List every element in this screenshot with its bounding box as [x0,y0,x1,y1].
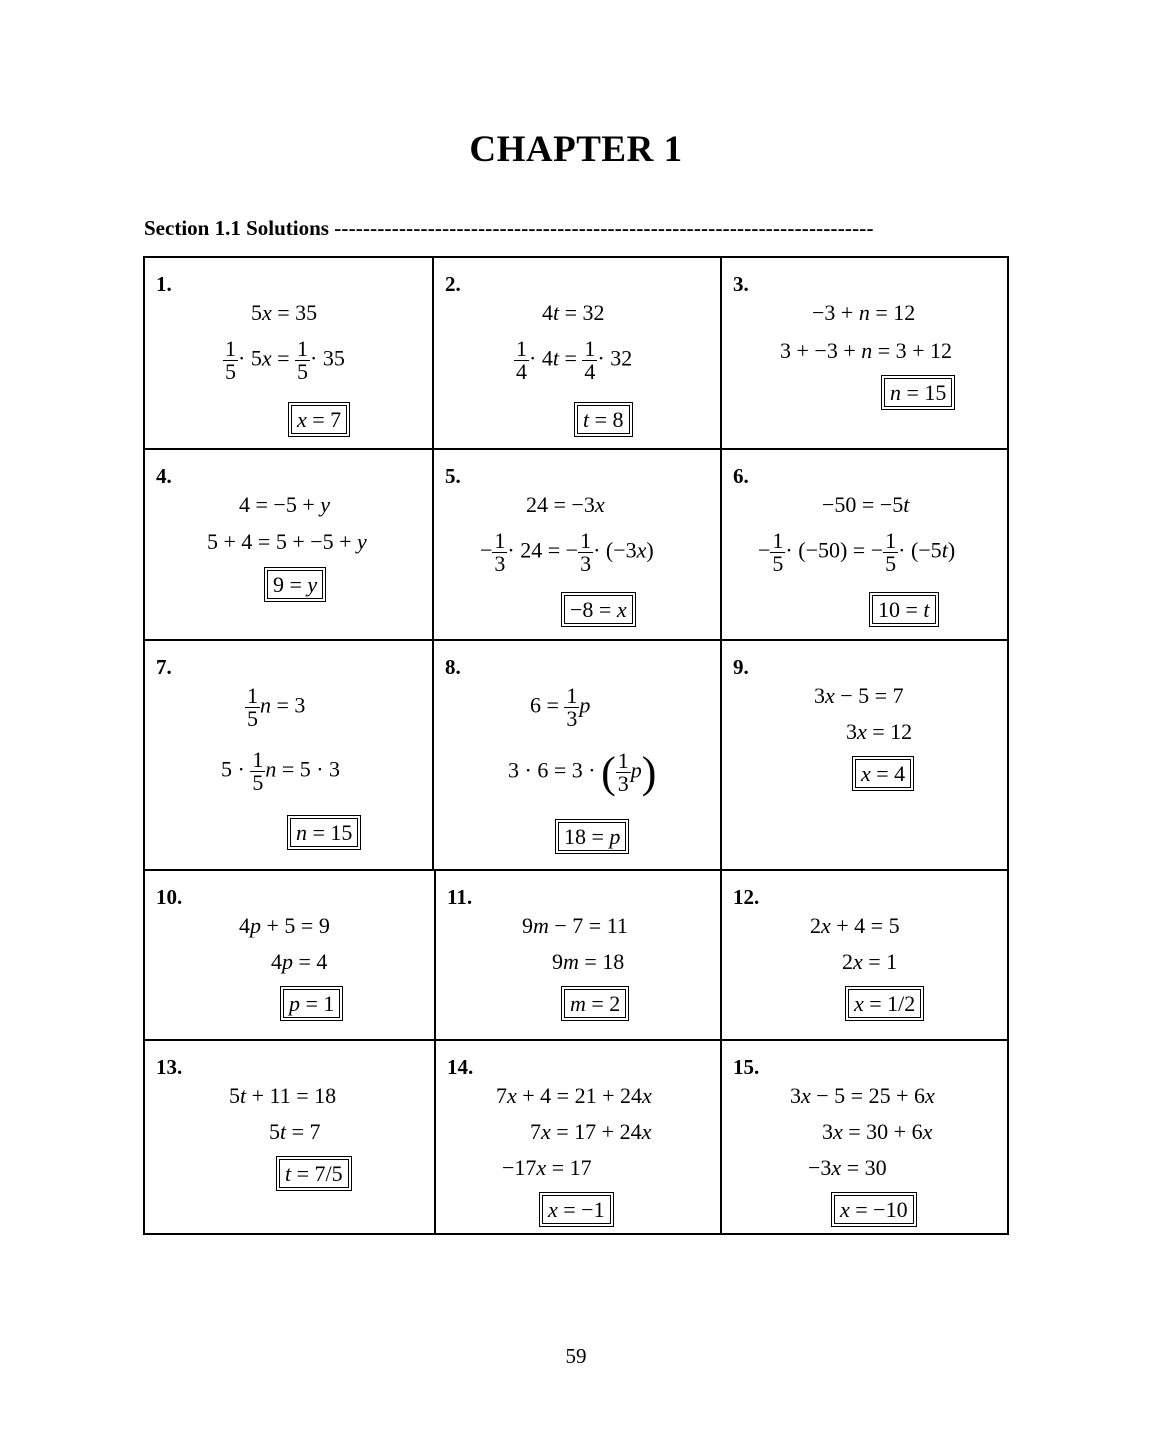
problem-cell-15 [720,1041,1011,1235]
equation-line: 4 = −5 + y [239,492,330,517]
answer-box: p = 1 [283,989,340,1018]
section-heading [144,216,874,241]
section-title: Section 1.1 Solutions [144,216,329,240]
equation-line: 3x − 5 = 7 [814,683,904,708]
answer-box: 18 = p [558,822,626,851]
problem-cell-5 [432,450,723,641]
table-row [145,869,1007,1041]
solutions-table [143,256,1009,1235]
equation-line: 9m = 18 [552,949,625,974]
answer-box: n = 15 [290,818,358,847]
equation-line: 5x = 35 [251,300,318,325]
problem-number: 7. [156,655,172,679]
equation-line: 5 + 4 = 5 + −5 + y [207,529,367,554]
equation-line: 9m − 7 = 11 [522,913,628,938]
answer-box: x = 7 [291,405,347,434]
problem-cell-2 [432,258,723,448]
answer-box: x = −1 [542,1195,611,1224]
problem-number: 11. [447,885,473,909]
problem-number: 15. [733,1055,760,1079]
problem-number: 4. [156,464,172,488]
problem-number: 1. [156,272,172,296]
equation-line: $\frac{1}{5}$ n = 3 [247,683,306,731]
answer-box: x = 4 [855,759,911,788]
equation-line: 2x = 1 [842,949,898,974]
section-divider-dashes: --------------------------------------------------------------------------- [334,216,874,240]
equation-line: −3 + n = 12 [812,300,916,325]
problem-cell-13 [145,1041,436,1235]
answer-box: −8 = x [564,595,633,624]
problem-number: 3. [733,272,749,296]
chapter-title: CHAPTER 1 [469,129,683,170]
equation-line: − $\frac{1}{3}$ · 24 = − $\frac{1}{3}$ · (−3x) [480,528,654,576]
problem-cell-3 [720,258,1011,448]
equation-line: 3x = 12 [846,719,913,744]
problem-number: 14. [447,1055,474,1079]
problem-number: 13. [156,1055,183,1079]
problem-number: 12. [733,885,760,909]
problem-number: 8. [445,655,461,679]
equation-line: −17x = 17 [502,1155,592,1180]
equation-line: −50 = −5t [822,492,910,517]
equation-line: 3 · 6 = 3 · ( $\frac{1}{3}$ p) [508,748,657,797]
equation-line: 2x + 4 = 5 [810,913,900,938]
equation-line: −3x = 30 [808,1155,887,1180]
answer-box: x = −10 [834,1195,914,1224]
problem-number: 5. [445,464,461,488]
equation-line: 3 + −3 + n = 3 + 12 [780,338,953,363]
equation-line: 24 = −3x [526,492,605,517]
equation-line: 4p + 5 = 9 [239,913,330,938]
table-row [145,448,1007,641]
equation-line: 7x = 17 + 24x [530,1119,652,1144]
equation-line: 3x = 30 + 6x [822,1119,933,1144]
equation-line: 4t = 32 [542,300,605,325]
equation-line: 5t + 11 = 18 [229,1083,337,1108]
problem-cell-4 [145,450,434,641]
problem-cell-7 [145,641,434,871]
equation-line: 6 = $\frac{1}{3}$ p [530,683,591,731]
equation-line: 3x − 5 = 25 + 6x [790,1083,935,1108]
answer-box: t = 8 [577,405,630,434]
problem-cell-14 [434,1041,723,1235]
equation-line: 5 · $\frac{1}{5}$ n = 5 · 3 [221,747,341,795]
problem-cell-1 [145,258,434,448]
problem-cell-10 [145,871,436,1041]
table-row [145,639,1007,871]
equation-line: 4p = 4 [271,949,328,974]
problem-cell-11 [434,871,723,1041]
table-row [145,258,1007,448]
problem-cell-12 [720,871,1011,1041]
answer-box: x = 1/2 [848,989,921,1018]
answer-box: m = 2 [564,989,626,1018]
answer-box: n = 15 [884,378,952,407]
equation-line: 7x + 4 = 21 + 24x [496,1083,652,1108]
problem-cell-6 [720,450,1011,641]
problem-number: 2. [445,272,461,296]
equation-line: $\frac{1}{4}$ · 4t = $\frac{1}{4}$ · 32 [516,336,633,384]
problem-number: 6. [733,464,749,488]
table-row [145,1039,1007,1235]
answer-box: t = 7/5 [279,1159,349,1188]
page-number: 59 [565,1344,587,1368]
problem-number: 10. [156,885,183,909]
equation-line: 5t = 7 [269,1119,321,1144]
answer-box: 9 = y [267,570,323,599]
equation-line: $\frac{1}{5}$ · 5x = $\frac{1}{5}$ · 35 [225,336,345,384]
problem-number: 9. [733,655,749,679]
problem-cell-8 [432,641,723,871]
answer-box: 10 = t [872,595,936,624]
equation-line: − $\frac{1}{5}$ · (−50) = − $\frac{1}{5}$ · (−5t) [758,528,956,576]
problem-cell-9 [720,641,1011,871]
